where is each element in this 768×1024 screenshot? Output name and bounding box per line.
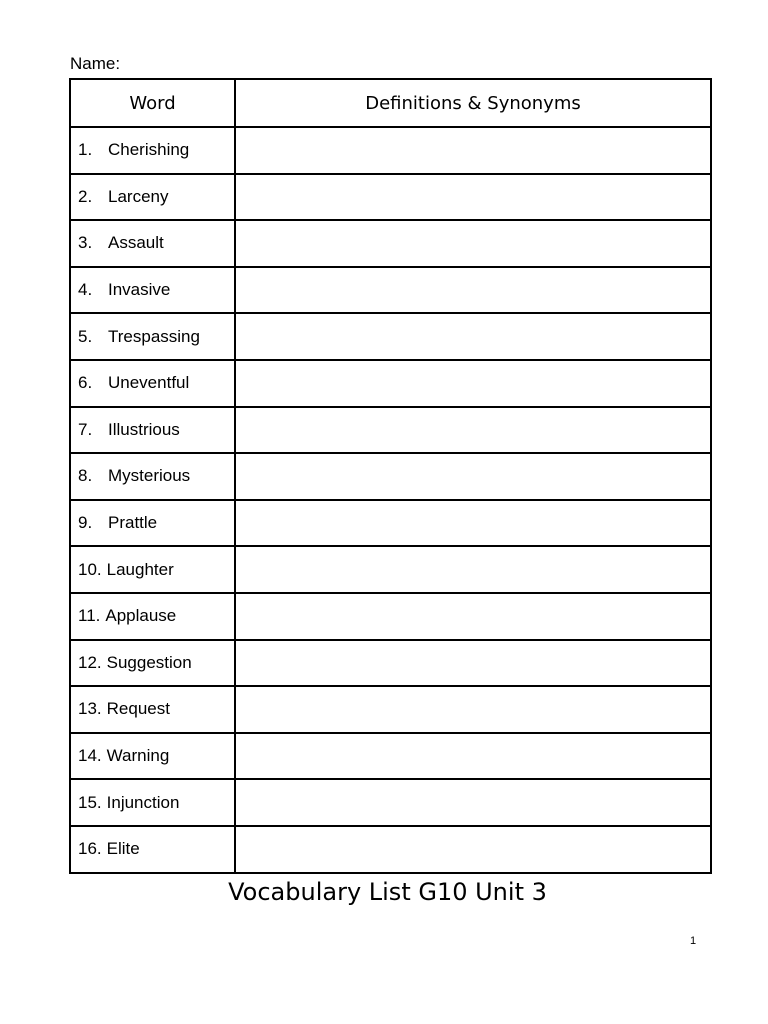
word-text: Suggestion <box>106 652 192 672</box>
word-number: 1. <box>78 140 93 160</box>
name-label: Name: <box>70 54 121 73</box>
word-cell <box>70 220 235 267</box>
word-text: Prattle <box>108 513 158 533</box>
table-row <box>70 500 711 547</box>
table-row <box>70 826 711 873</box>
word-number: 7. <box>78 419 93 439</box>
word-number: 9. <box>78 513 93 533</box>
definition-cell[interactable] <box>235 733 711 780</box>
word-text: Trespassing <box>108 326 200 346</box>
document-title: Vocabulary List G10 Unit 3 <box>228 878 547 906</box>
word-number: 14. <box>78 746 102 766</box>
vocabulary-table-body <box>70 127 711 873</box>
definition-cell[interactable] <box>235 360 711 407</box>
definition-cell[interactable] <box>235 313 711 360</box>
table-row <box>70 593 711 640</box>
vocabulary-table <box>69 78 712 874</box>
definition-cell[interactable] <box>235 220 711 267</box>
table-row <box>70 220 711 267</box>
word-cell <box>70 779 235 826</box>
table-row <box>70 127 711 174</box>
word-text: Invasive <box>108 280 171 300</box>
table-row <box>70 686 711 733</box>
word-number: 15. <box>78 792 102 812</box>
word-cell <box>70 174 235 221</box>
definition-cell[interactable] <box>235 640 711 687</box>
word-text: Laughter <box>106 559 174 579</box>
word-cell <box>70 640 235 687</box>
word-number: 5. <box>78 326 93 346</box>
word-cell <box>70 686 235 733</box>
page-number: 1 <box>690 935 697 947</box>
word-text: Larceny <box>108 186 169 206</box>
table-row <box>70 453 711 500</box>
table-row <box>70 733 711 780</box>
word-cell <box>70 733 235 780</box>
word-text: Applause <box>105 606 177 626</box>
definition-cell[interactable] <box>235 593 711 640</box>
table-row <box>70 640 711 687</box>
word-cell <box>70 593 235 640</box>
word-number: 16. <box>78 839 102 859</box>
word-text: Warning <box>106 746 170 766</box>
word-cell <box>70 313 235 360</box>
word-number: 13. <box>78 699 102 719</box>
word-cell <box>70 267 235 314</box>
word-number: 4. <box>78 280 93 300</box>
table-row <box>70 546 711 593</box>
table-row <box>70 360 711 407</box>
word-text: Request <box>106 699 170 719</box>
word-number: 3. <box>78 233 93 253</box>
word-text: Injunction <box>106 792 180 812</box>
word-text: Mysterious <box>108 466 191 486</box>
word-cell <box>70 127 235 174</box>
word-text: Illustrious <box>108 419 180 439</box>
definition-cell[interactable] <box>235 546 711 593</box>
word-number: 6. <box>78 373 93 393</box>
word-cell <box>70 360 235 407</box>
word-text: Elite <box>106 839 140 859</box>
definition-cell[interactable] <box>235 407 711 454</box>
definition-cell[interactable] <box>235 453 711 500</box>
word-text: Assault <box>108 233 164 253</box>
word-cell <box>70 500 235 547</box>
word-number: 8. <box>78 466 93 486</box>
definitions-column-header: Definitions & Synonyms <box>235 79 711 127</box>
word-cell <box>70 453 235 500</box>
table-row <box>70 313 711 360</box>
definition-cell[interactable] <box>235 779 711 826</box>
definition-cell[interactable] <box>235 500 711 547</box>
word-number: 11. <box>78 606 101 626</box>
definition-cell[interactable] <box>235 267 711 314</box>
definition-cell[interactable] <box>235 127 711 174</box>
word-text: Uneventful <box>108 373 190 393</box>
word-column-header: Word <box>70 79 235 127</box>
table-row <box>70 779 711 826</box>
word-number: 2. <box>78 186 93 206</box>
definition-cell[interactable] <box>235 826 711 873</box>
definition-cell[interactable] <box>235 174 711 221</box>
table-row <box>70 174 711 221</box>
word-cell <box>70 826 235 873</box>
word-cell <box>70 546 235 593</box>
table-row <box>70 407 711 454</box>
word-cell <box>70 407 235 454</box>
word-text: Cherishing <box>108 140 190 160</box>
table-header-row <box>70 79 711 127</box>
word-number: 12. <box>78 652 102 672</box>
word-number: 10. <box>78 559 102 579</box>
table-row <box>70 267 711 314</box>
definition-cell[interactable] <box>235 686 711 733</box>
